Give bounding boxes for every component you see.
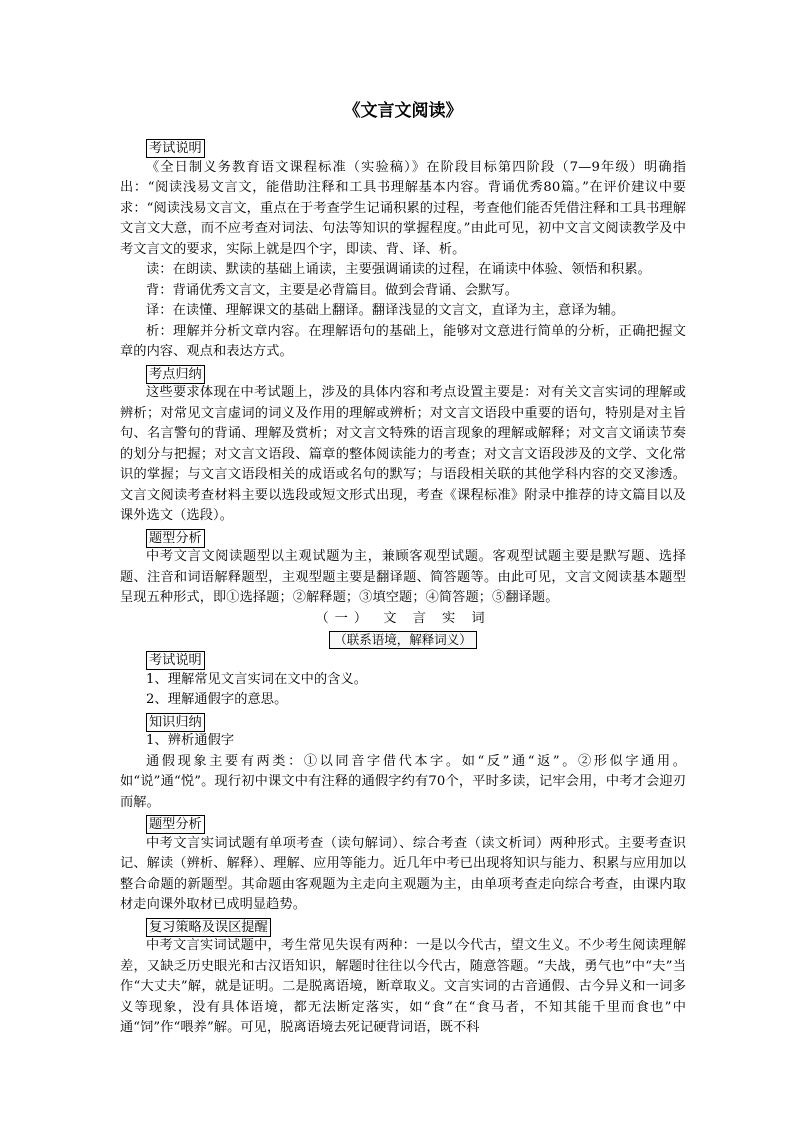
paragraph: 2、理解通假字的意思。	[146, 692, 288, 707]
paragraph: 中考文言实词试题有单项考查（读句解词）、综合考查（读文析词）两种形式。主要考查识记、解读（辨析、解释）、理解、应用等能力。近几年中考已出现将知识与能力、积累与应用加以整合命题的新题型。其命题由客观题为主走向主观题为主，由单项考查走向综合考查，由课内取材走向课外取材已成明显趋势。	[120, 835, 686, 912]
paragraph: 1、理解常见文言实词在文中的含义。	[146, 671, 368, 687]
paragraph: 《全日制义务教育语文课程标准（实验稿）》在阶段目标第四阶段（7—9年级）明确指出：“阅读浅易文言文，能借助注释和工具书理解基本内容。背诵优秀80篇。”在评价建议中要求：“阅读浅易文言文，重点在于考查学生记诵积累的过程，考查他们能否凭借注释和工具书理解文言文大意，而不应考查对词法、句法等知识的掌握程度。”由此可见，初中文言文阅读教学及中考文言文的要求，实际上就是四个字，即读、背、译、析。	[120, 159, 686, 257]
section-heading-exam-notes-2: 考试说明	[146, 651, 205, 670]
section-heading-exam-notes: 考试说明	[146, 139, 205, 158]
section-heading-wrap	[120, 711, 686, 732]
section-heading-wrap	[120, 527, 686, 548]
section-heading-wrap	[120, 649, 686, 670]
paragraph: 背：背诵优秀文言文，主要是必背篇目。做到会背诵、会默写。	[146, 282, 519, 298]
section-heading-question-types: 题型分析	[146, 529, 205, 548]
document-page	[120, 100, 686, 1039]
section-heading-question-types-2: 题型分析	[146, 815, 205, 834]
paragraph: 析：理解并分析文章内容。在理解语句的基础上，能够对文意进行简单的分析，正确把握文章的内容、观点和表达方式。	[120, 323, 686, 359]
section-heading-wrap	[120, 363, 686, 384]
paragraph: 1、辨析通假字	[146, 733, 235, 748]
paragraph: 通假现象主要有两类：①以同音字借代本字。如“反”通“返”。②形似字通用。如“说”通“悦”。现行初中课文中有注释的通假字约有70个，平时多读，记牢会用，中考才会迎刃而解。	[120, 753, 686, 810]
paragraph: 中考文言文阅读题型以主观试题为主，兼顾客观型试题。客观型试题主要是默写题、选择题、注音和词语解释题型，主观型题主要是翻译题、简答题等。由此可见，文言文阅读基本题型呈现五种形式，即①选择题；②解释题；③填空题；④简答题；⑤翻译题。	[120, 549, 686, 605]
section-heading-wrap	[120, 916, 686, 937]
paragraph: 中考文言实词试题中，考生常见失误有两种：一是以今代古，望文生义。不少考生阅读理解差，又缺乏历史眼光和古汉语知识，解题时往往以今代古，随意答题。“夫战，勇气也”中“夫”当作“大丈夫”解，就是证明。二是脱离语境，断章取义。文言实词的古音通假、古今异义和一词多义等现象，没有具体语境，都无法断定落实，如“食”在“食马者，不知其能千里而食也”中通“饲”作“喂养”解。可见，脱离语境去死记硬背词语，既不科	[120, 938, 686, 1035]
document-title: 《文言文阅读》	[343, 101, 463, 121]
section-one-subtitle: （联系语境，解释词义）	[329, 631, 477, 649]
section-heading-review-strategy: 复习策略及误区提醒	[146, 918, 271, 937]
section-heading-key-points: 考点归纳	[146, 365, 205, 384]
paragraph: 读：在朗读、默读的基础上诵读，主要强调诵读的过程，在诵读中体验、领悟和积累。	[146, 262, 651, 277]
section-heading-wrap	[120, 137, 686, 158]
section-heading-wrap	[120, 813, 686, 834]
paragraph: 这些要求体现在中考试题上，涉及的具体内容和考点设置主要是：对有关文言实词的理解或辨析；对常见文言虚词的词义及作用的理解或辨析；对文言文语段中重要的语句，特别是对主旨句、名言警句的背诵、理解及赏析；对文言文特殊的语言现象的理解或解释；对文言文诵读节奏的划分与把握；对文言文语段、篇章的整体阅读能力的考查；对文言文语段涉及的文学、文化常识的掌握；与文言文语段相关的成语或名句的默写；与语段相关联的其他学科内容的交叉渗透。文言文阅读考查材料主要以选段或短文形式出现，考查《课程标准》附录中推荐的诗文篇目以及课外选文（选段）。	[120, 385, 686, 523]
section-one-subtitle-wrap	[120, 629, 686, 649]
section-one-title: （一） 文 言 实 词	[315, 610, 491, 626]
paragraph: 译：在读懂、理解课文的基础上翻译。翻译浅显的文言文，直译为主，意译为辅。	[146, 303, 625, 318]
section-heading-knowledge: 知识归纳	[146, 713, 205, 732]
